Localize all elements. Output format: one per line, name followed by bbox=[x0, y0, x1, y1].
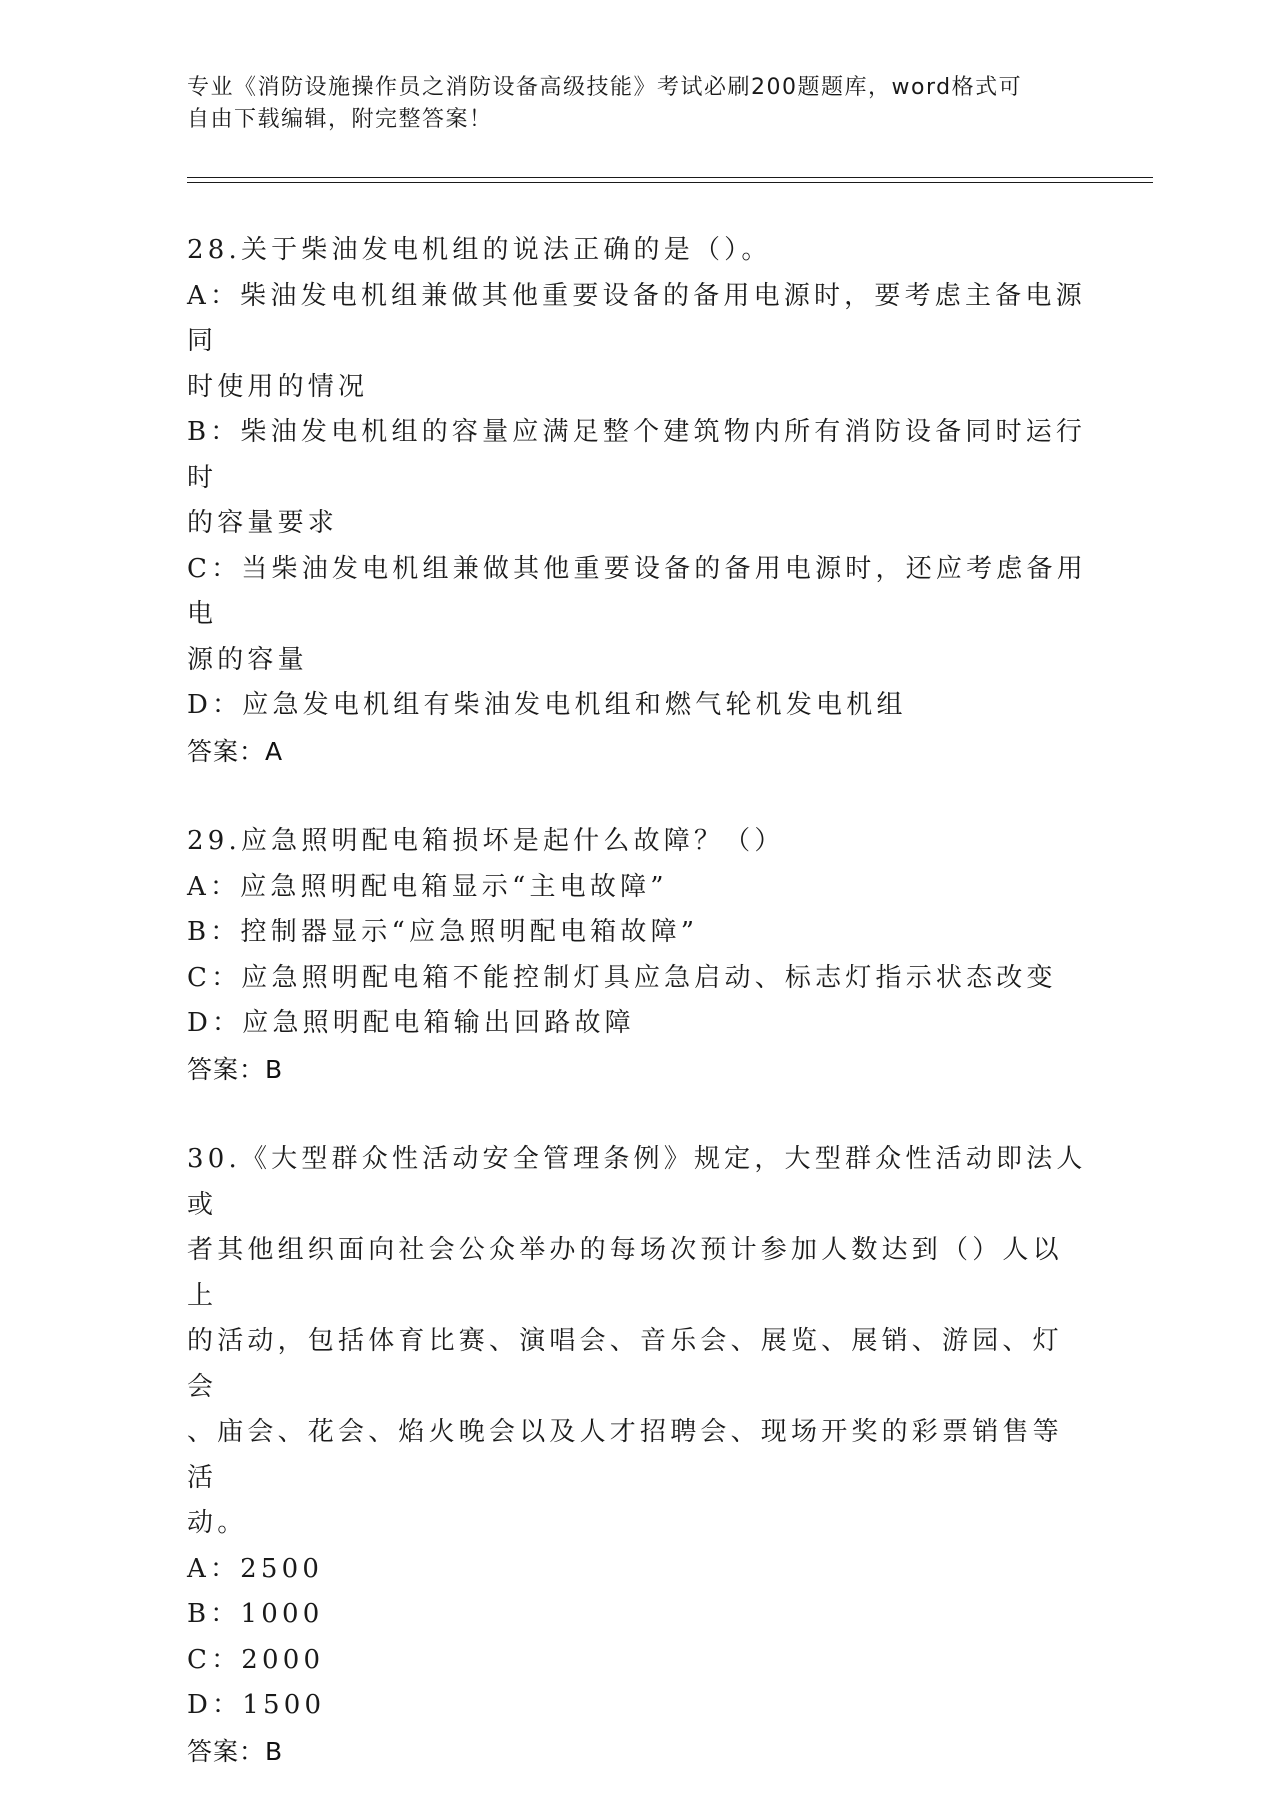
header-divider-bottom bbox=[187, 182, 1153, 183]
option-line: D：应急发电机组有柴油发电机组和燃气轮机发电机组 bbox=[187, 690, 907, 720]
option-c bbox=[187, 956, 1087, 1002]
option-line: C：应急照明配电箱不能控制灯具应急启动、标志灯指示状态改变 bbox=[187, 962, 1057, 993]
option-b bbox=[187, 910, 1087, 956]
question-stem-line: 30.《大型群众性活动安全管理条例》规定，大型群众性活动即法人或 bbox=[187, 1144, 1087, 1220]
question-stem-line: 动。 bbox=[187, 1508, 248, 1538]
option-d bbox=[187, 1001, 1087, 1047]
question-stem: 28.关于柴油发电机组的说法正确的是（）。 bbox=[187, 235, 772, 265]
option-line: 的容量要求 bbox=[187, 508, 339, 538]
question-30 bbox=[187, 1137, 1087, 1774]
question-29 bbox=[187, 819, 1087, 1092]
header-divider-top bbox=[187, 177, 1153, 178]
option-d bbox=[187, 683, 1087, 729]
answer-label: 答案：B bbox=[187, 1736, 284, 1766]
option-line: C：当柴油发电机组兼做其他重要设备的备用电源时，还应考虑备用电 bbox=[187, 553, 1087, 629]
question-stem-line: 的活动，包括体育比赛、演唱会、音乐会、展览、展销、游园、灯会 bbox=[187, 1326, 1063, 1402]
option-c bbox=[187, 547, 1087, 684]
option-line: A：2500 bbox=[187, 1553, 324, 1584]
option-d bbox=[187, 1683, 1087, 1729]
option-line: B：控制器显示“应急照明配电箱故障” bbox=[187, 917, 699, 947]
option-line: C：2000 bbox=[187, 1644, 325, 1675]
document-header bbox=[187, 72, 1067, 136]
option-a bbox=[187, 865, 1087, 911]
header-line-2: 自由下载编辑，附完整答案！ bbox=[187, 107, 493, 132]
option-a bbox=[187, 1547, 1087, 1593]
question-stem-line: 者其他组织面向社会公众举办的每场次预计参加人数达到（）人以上 bbox=[187, 1235, 1063, 1311]
question-list bbox=[187, 228, 1087, 1819]
header-line-1: 专业《消防设施操作员之消防设备高级技能》考试必刷200题题库，word格式可 bbox=[187, 75, 1023, 100]
option-line: 时使用的情况 bbox=[187, 371, 369, 402]
answer-label: 答案：B bbox=[187, 1054, 284, 1084]
option-line: 源的容量 bbox=[187, 644, 308, 675]
option-line: D：1500 bbox=[187, 1690, 326, 1720]
question-stem: 29.应急照明配电箱损坏是起什么故障？（） bbox=[187, 826, 785, 856]
option-c bbox=[187, 1638, 1087, 1684]
option-line: A：应急照明配电箱显示“主电故障” bbox=[187, 871, 668, 902]
option-line: A：柴油发电机组兼做其他重要设备的备用电源时，要考虑主备电源同 bbox=[187, 280, 1086, 356]
question-stem-line: 、庙会、花会、焰火晚会以及人才招聘会、现场开奖的彩票销售等活 bbox=[187, 1417, 1063, 1493]
question-28 bbox=[187, 228, 1087, 774]
option-b bbox=[187, 410, 1087, 547]
option-a bbox=[187, 274, 1087, 411]
answer-label: 答案：A bbox=[187, 736, 284, 766]
option-line: D：应急照明配电箱输出回路故障 bbox=[187, 1008, 635, 1038]
option-b bbox=[187, 1592, 1087, 1638]
option-line: B：柴油发电机组的容量应满足整个建筑物内所有消防设备同时运行时 bbox=[187, 417, 1087, 493]
option-line: B：1000 bbox=[187, 1599, 324, 1629]
